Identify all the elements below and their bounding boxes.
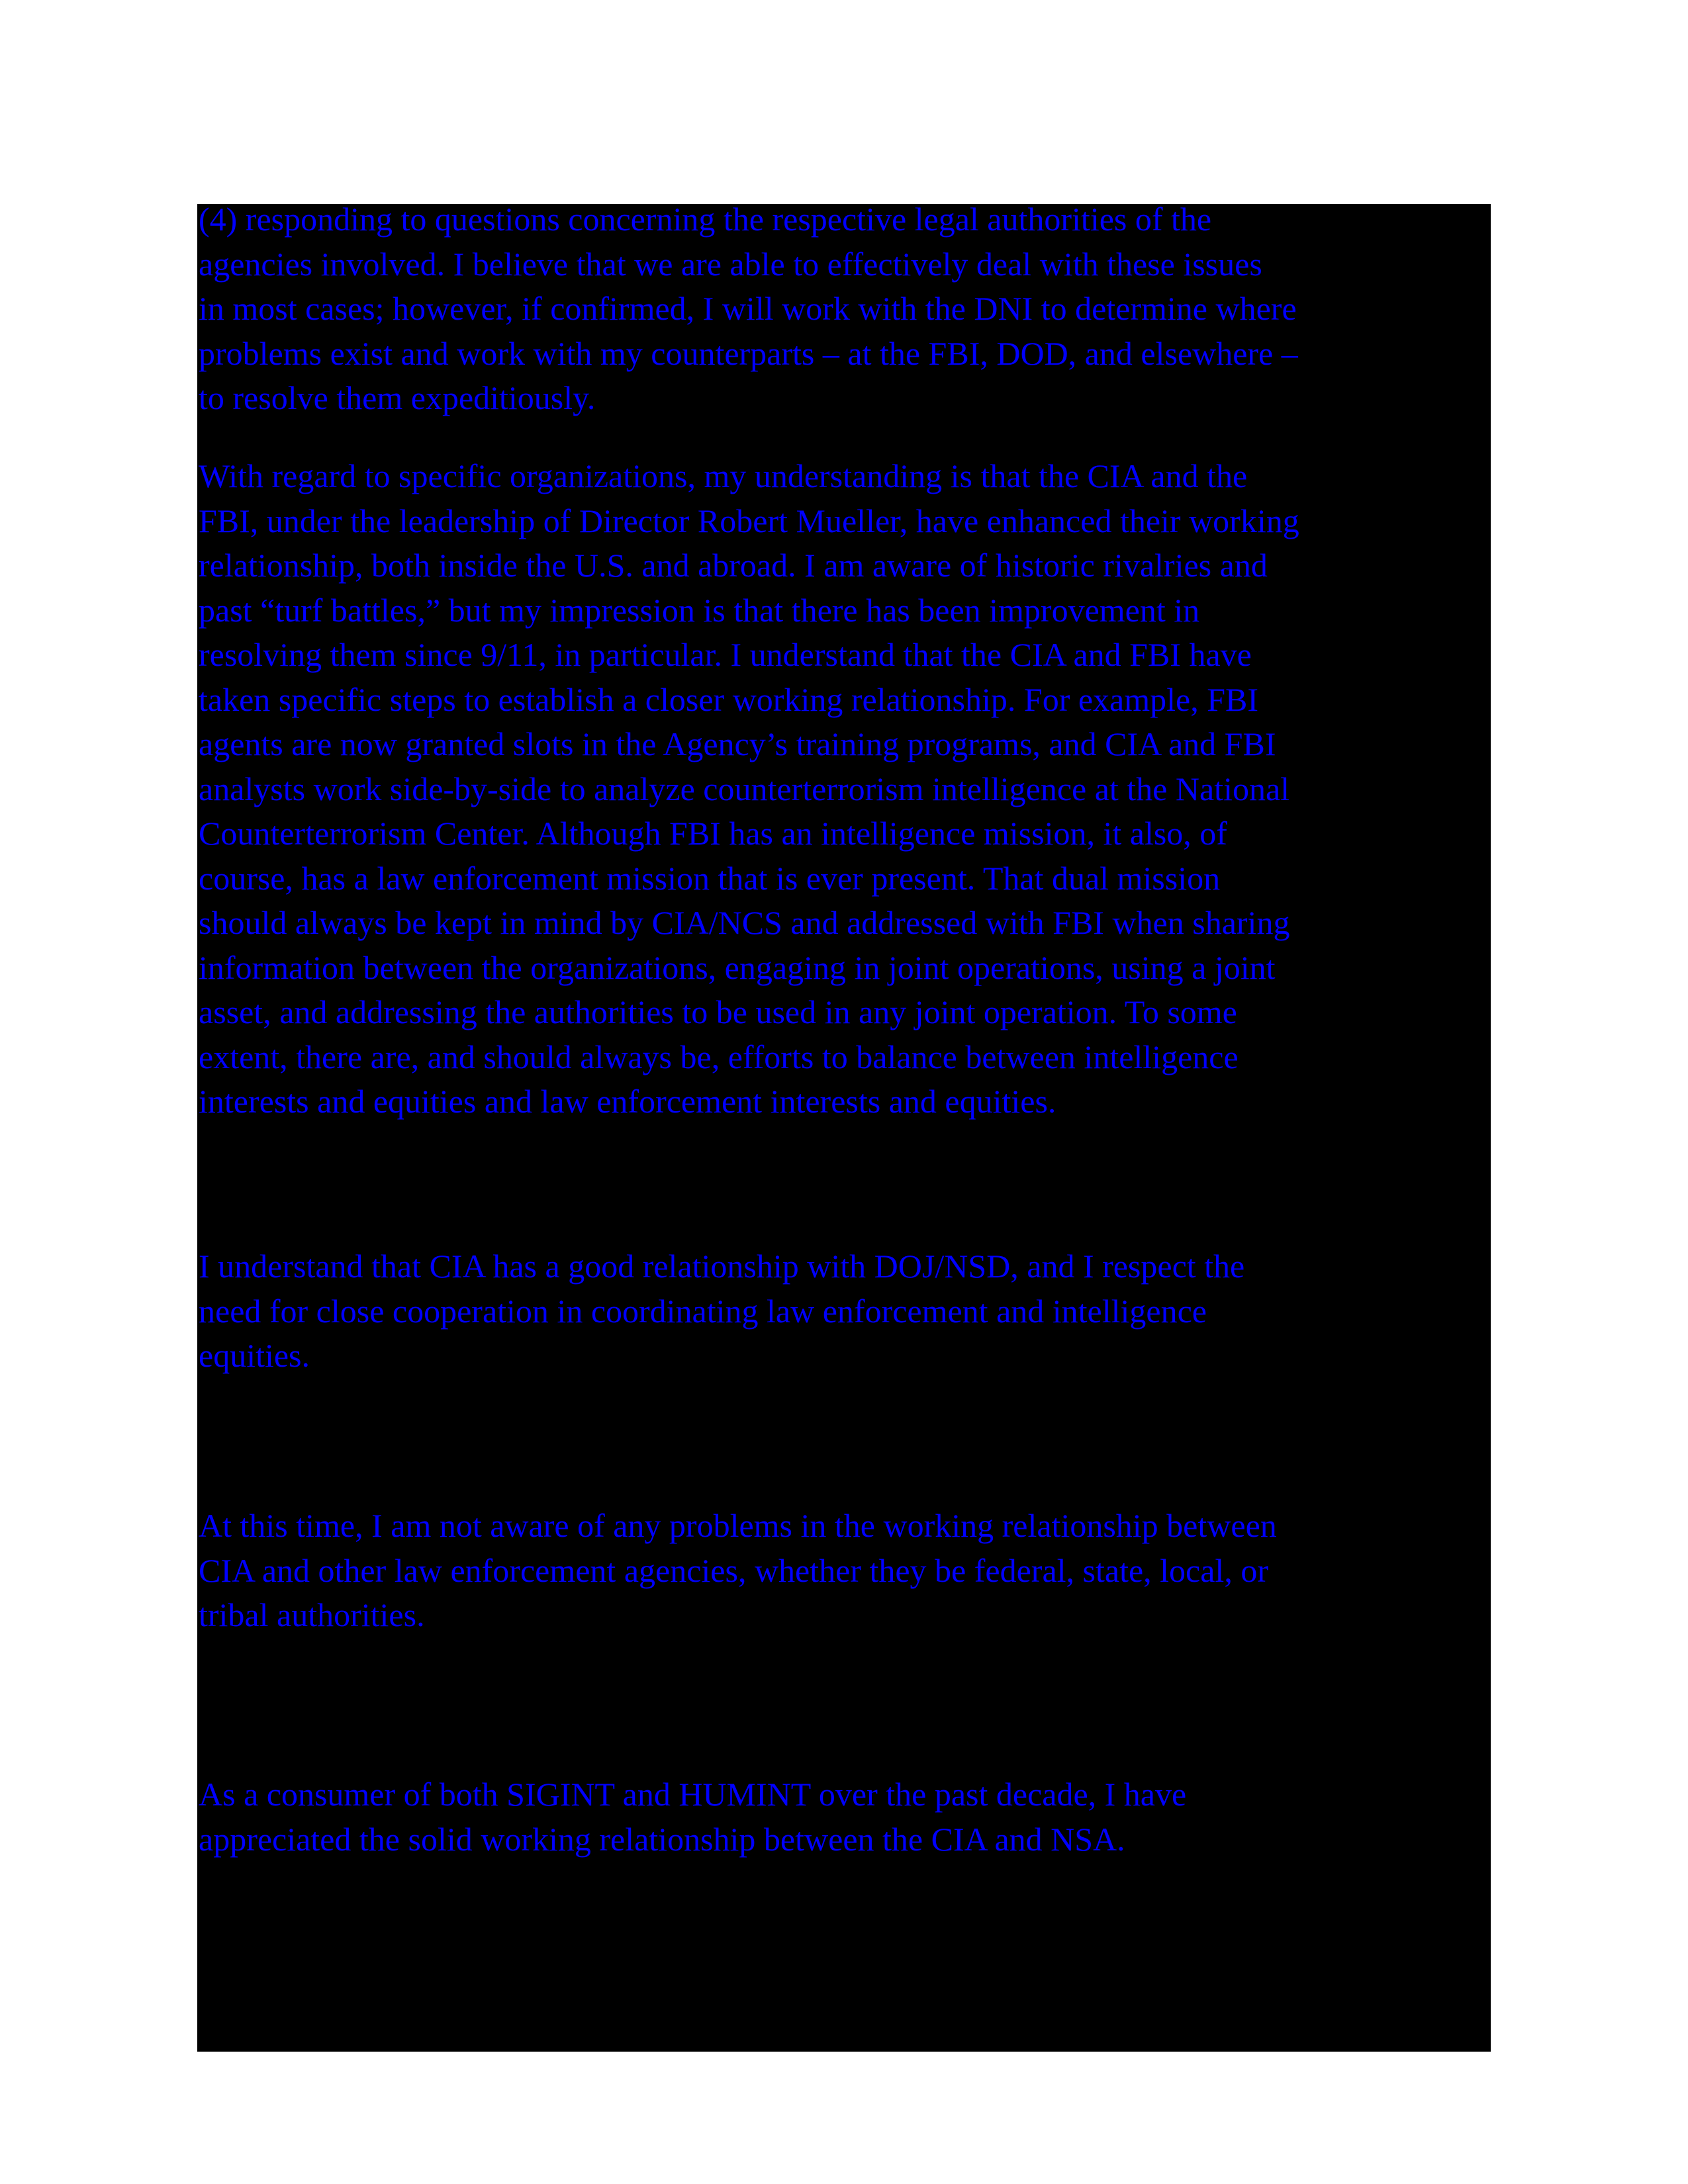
paragraph-legal-authorities: (4) responding to questions concerning the respective legal authorities of the agencies involved. I believe that we are able to effectively deal with these issues in most cases; however, if confirmed, I will work with the DNI to determine where problems exist and work with my counterparts – at the FBI, DOD, and elsewhere – to resolve them expeditiously. — [199, 201, 1298, 416]
paragraph-sigint-humint: As a consumer of both SIGINT and HUMINT over the past decade, I have appreciated the solid working relationship between the CIA and NSA. — [199, 1776, 1187, 1858]
paragraph-doj-nsd: I understand that CIA has a good relationship with DOJ/NSD, and I respect the need for close cooperation in coordinating law enforcement and intelligence equities. — [199, 1248, 1245, 1374]
paragraph-law-enforcement-agencies: At this time, I am not aware of any problems in the working relationship between CIA and other law enforcement agencies, whether they be federal, state, local, or tribal authorities. — [199, 1507, 1277, 1633]
paragraph-cia-fbi-relationship: With regard to specific organizations, my understanding is that the CIA and the FBI, under the leadership of Director Robert Mueller, have enhanced their working relationship, both inside the U.S. and abroad. I am aware of historic rivalries and past “turf battles,” but my impression is that there has been improvement in resolving them since 9/11, in particular. I understand that the CIA and FBI have taken specific steps to establish a closer working relationship. For example, FBI agents are now granted slots in the Agency’s training programs, and CIA and FBI analysts work side-by-side to analyze counterterrorism intelligence at the National Counterterrorism Center. Although FBI has an intelligence mission, it also, of course, has a law enforcement mission that is ever present. That dual mission should always be kept in mind by CIA/NCS and addressed with FBI when sharing information between the organizations, engaging in joint operations, using a joint asset, and addressing the authorities to be used in any joint operation. To some extent, there are, and should always be, efforts to balance between intelligence interests and equities and law enforcement interests and equities. — [199, 457, 1299, 1120]
